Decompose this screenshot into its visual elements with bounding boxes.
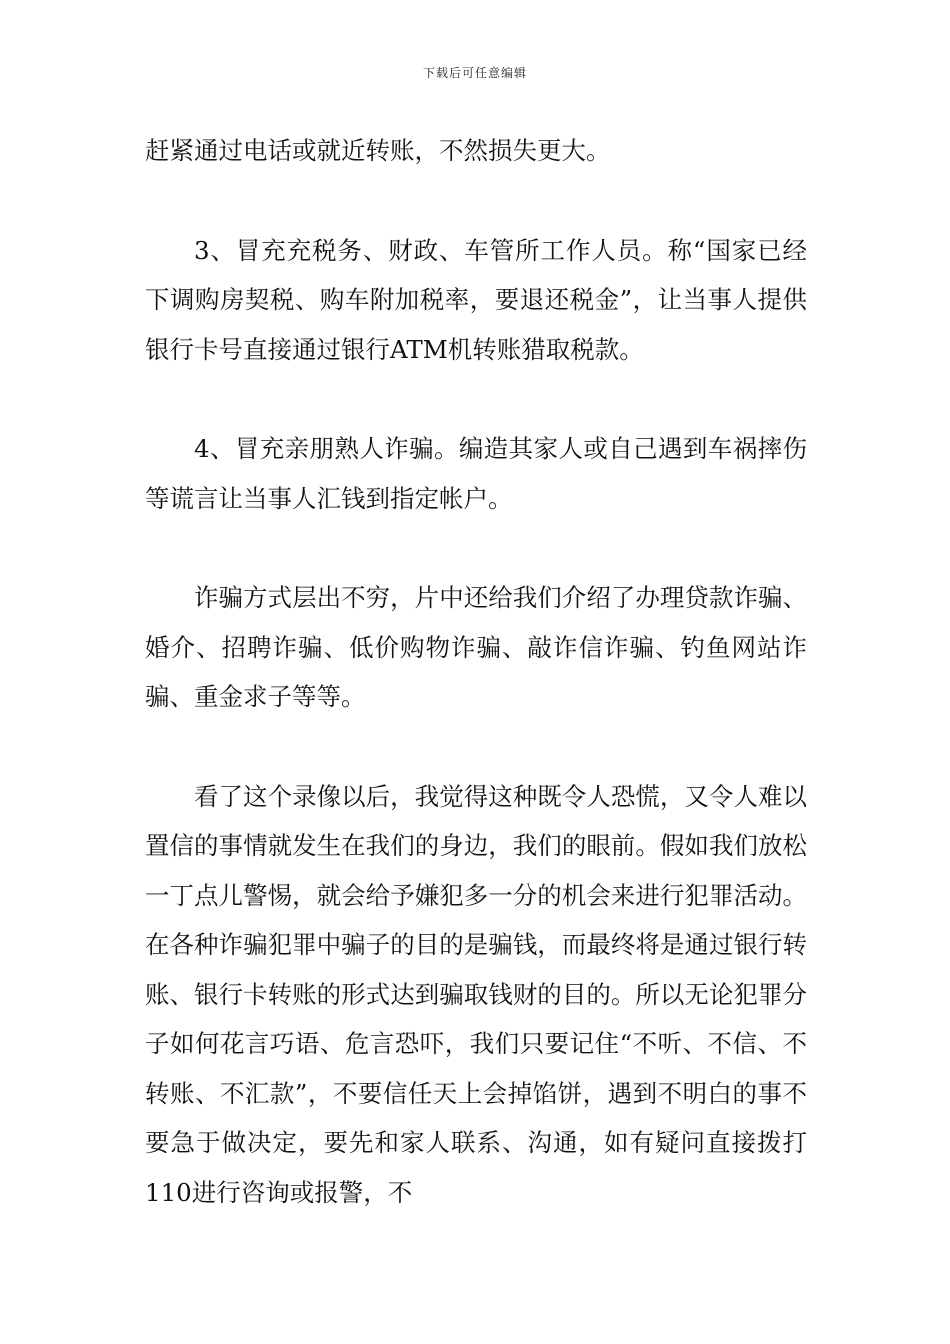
paragraph-fraud-types: 诈骗方式层出不穷，片中还给我们介绍了办理贷款诈骗、婚介、招聘诈骗、低价购物诈骗、敲诈信诈骗、钓鱼网站诈骗、重金求子等等。 xyxy=(145,583,807,711)
paragraph-continuation: 赶紧通过电话或就近转账，不然损失更大。 xyxy=(145,136,611,165)
paragraph-gap xyxy=(145,722,807,772)
paragraph-item-4: 4、冒充亲朋熟人诈骗。编造其家人或自己遇到车祸摔伤等谎言让当事人汇钱到指定帐户。 xyxy=(145,434,807,513)
document-body xyxy=(145,126,807,1217)
paragraph-gap xyxy=(145,523,807,573)
paragraph-item-3: 3、冒充充税务、财政、车管所工作人员。称“国家已经下调购房契税、购车附加税率，要退还税金”，让当事人提供银行卡号直接通过银行ATM机转账猎取税款。 xyxy=(145,235,807,364)
page-header: 下载后可任意编辑 xyxy=(422,66,527,80)
paragraph-gap xyxy=(145,374,807,424)
paragraph-gap xyxy=(145,176,807,226)
paragraph-reflection: 看了这个录像以后，我觉得这种既令人恐慌，又令人难以置信的事情就发生在我们的身边，我们的眼前。假如我们放松一丁点儿警惕，就会给予嫌犯多一分的机会来进行犯罪活动。在各种诈骗犯罪中骗子的目的是骗钱，而最终将是通过银行转账、银行卡转账的形式达到骗取钱财的目的。所以无论犯罪分子如何花言巧语、危言恐吓，我们只要记住“不听、不信、不转账、不汇款”，不要信任天上会掉馅饼，遇到不明白的事不要急于做决定，要先和家人联系、沟通，如有疑问直接拨打110进行咨询或报警，不 xyxy=(145,781,807,1207)
